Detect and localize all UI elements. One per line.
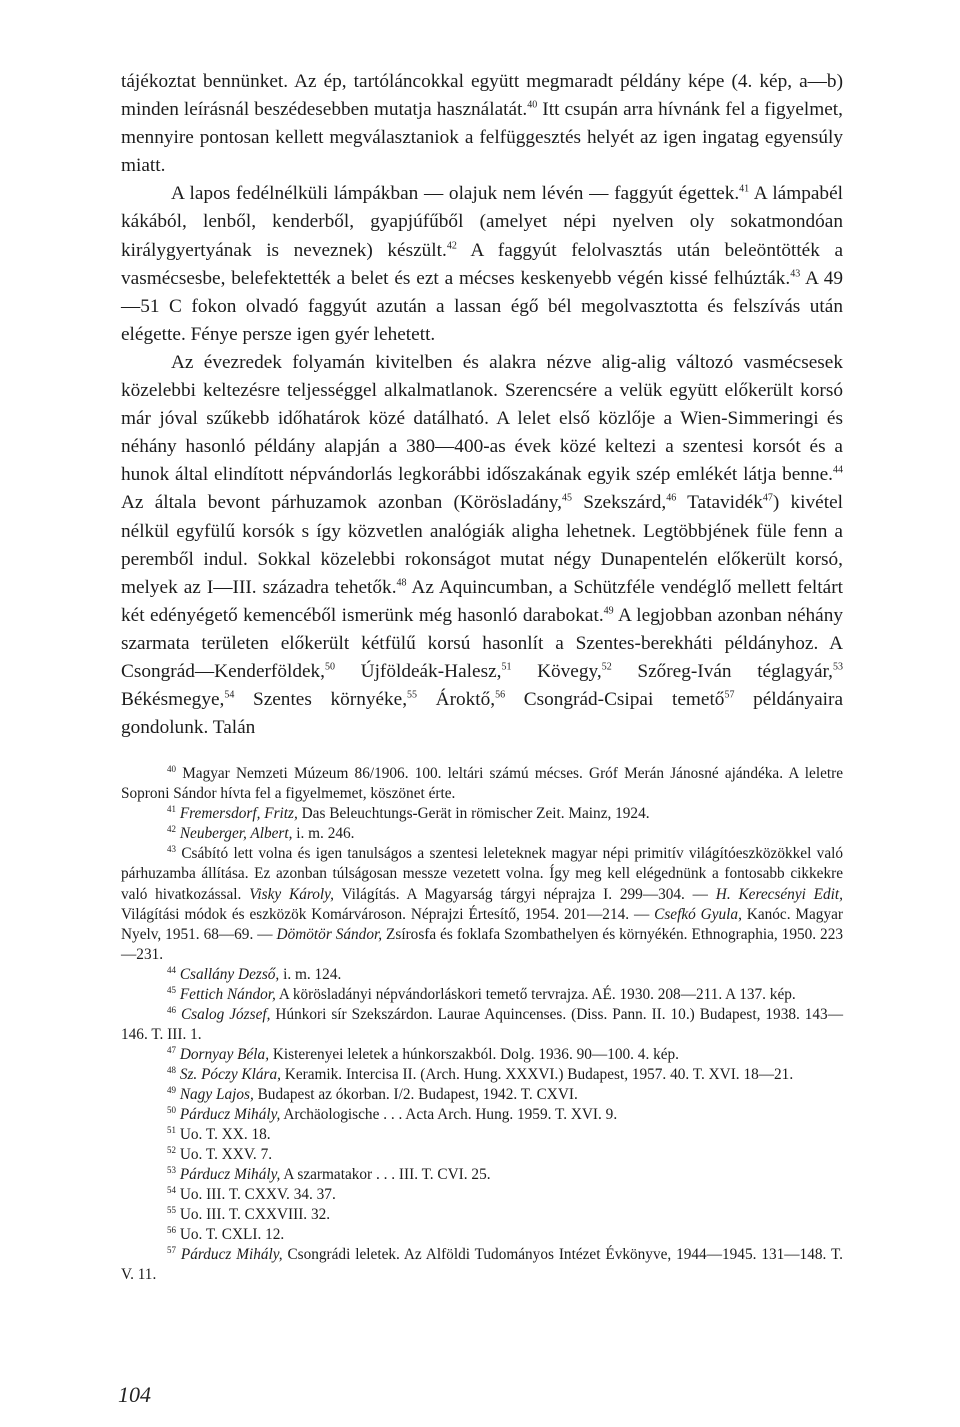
cited-author: Fettich Nándor,: [179, 985, 276, 1003]
footnote-number: 42: [167, 824, 176, 835]
cited-author: Párducz Mihály,: [179, 1106, 281, 1124]
footnote-number: 43: [167, 844, 176, 855]
text-run: A legjobban azonban néhány szarmata területen előkerült kétfülű korsú hasonlít a Szentes-berekháti példányhoz. A Csongrád—Kenderföldek,: [121, 604, 843, 682]
footnote: [121, 1085, 843, 1105]
text-run: Kövegy,: [511, 660, 602, 682]
footnote-ref: 47: [762, 492, 773, 504]
text-run: Világítás. A Magyarság tárgyi néprajza I. 299—304. —: [333, 885, 716, 903]
footnotes: [121, 764, 843, 1285]
text-run: Húnkori sír Szekszárdon. Laurae Aquincenses. (Diss. Pann. II. 10.) Budapest, 1938. 143—146. T. III. 1.: [121, 1005, 843, 1043]
cited-author: Visky Károly,: [249, 885, 334, 903]
footnote-ref: 54: [224, 689, 235, 701]
footnote-number: 49: [167, 1084, 176, 1095]
footnote: [121, 844, 843, 964]
text-run: Das Beleuchtungs-Gerät in römischer Zeit. Mainz, 1924.: [297, 805, 650, 823]
text-run: ) kivétel nélkül egyfülű korsók s így közvetlen analógiák aligha lehetnek. Legtöbbjének füle fenn a peremből indul. Sokkal közelebbi rokonságot mutat négy Dunapentelén előkerült korsó, melyek az I—III. századra tehetők.: [121, 492, 843, 598]
body-paragraph: [121, 68, 843, 180]
text-run: A 49—51 C fokon olvadó faggyút azután a lassan égő bél megolvasztotta és felszívás után elégette. Fénye persze igen gyér lehetett.: [121, 267, 843, 345]
footnote-number: 48: [167, 1064, 176, 1075]
footnote: [121, 1245, 843, 1285]
footnote-ref: 49: [603, 605, 614, 617]
text-run: Uo. T. CXLI. 12.: [179, 1226, 285, 1244]
cited-author: H. Kerecsényi Edit,: [715, 885, 843, 903]
footnote-ref: 50: [325, 661, 336, 673]
footnote: [121, 1065, 843, 1085]
text-run: Csábító lett volna és igen tanulságos a szentesi leleteknek magyar népi primitív világítóeszközökkel való párhuzamba állítása. Ez azonban túlságosan messze vezetett volna. Így meg kell elégednünk a fontosabb cikkekre való hivatkozással.: [121, 845, 844, 903]
footnote-number: 46: [167, 1004, 176, 1015]
text-run: Az évezredek folyamán kivitelben és alakra nézve alig-alig változó vasmécsesek közelebbi keltezésre teljességgel alkalmatlanok. Szerencsére a velük együtt előkerült korsó már jóval szűkebb időhatárok közé datálható. A lelet első közlője a Wien-Simmeringi és néhány hasonló példány alapján a 380—400-as évek közé keltezi a szentesi korsót és a hunok által elindított népvándorlás legkorábbi időszakának egyik szép emlékét látja benne.: [121, 351, 843, 486]
text-run: Budapest az ókorban. I/2. Budapest, 1942. T. CXVI.: [253, 1086, 578, 1103]
footnote: [121, 1125, 843, 1145]
text-run: Kanóc. Magyar Nyelv, 1951. 68—69. —: [121, 905, 843, 943]
text-run: Uo. III. T. CXXVIII. 32.: [179, 1206, 331, 1224]
footnote-number: 50: [167, 1104, 176, 1115]
text-run: példányaira gondolunk. Talán: [121, 689, 844, 739]
text-run: Zsírosfa és foklafa Szombathelyen és környékén. Ethnographia, 1950. 223—231.: [121, 925, 844, 963]
footnote-number: 44: [167, 964, 176, 975]
footnote-ref: 45: [561, 492, 572, 504]
page-content: [121, 68, 843, 1285]
footnote-ref: 57: [724, 689, 735, 701]
footnote-ref: 41: [739, 183, 750, 195]
footnote-number: 55: [167, 1205, 176, 1216]
footnote-number: 45: [167, 984, 176, 995]
text-run: i. m. 124.: [279, 965, 342, 983]
footnote: [121, 1105, 843, 1125]
text-run: A körösladányi népvándorláskori temető tervrajza. AÉ. 1930. 208—211. A 137. kép.: [275, 985, 796, 1003]
text-run: Csongrádi leletek. Az Alföldi Tudományos Intézet Évkönyve, 1944—1945. 131—148. T. V. 11.: [121, 1246, 843, 1284]
cited-author: Csalog József,: [180, 1005, 271, 1023]
text-run: Kisterenyei leletek a húnkorszakból. Dolg. 1936. 90—100. 4. kép.: [269, 1045, 680, 1063]
text-run: A lapos fedélnélküli lámpákban — olajuk nem lévén — faggyút égettek.: [171, 183, 740, 205]
main-text: [121, 68, 843, 742]
footnote-number: 40: [167, 764, 176, 775]
footnote: [121, 965, 843, 985]
text-run: tájékoztat bennünket. Az ép, tartóláncokkal együtt megmaradt példány képe (4. kép, a—b) minden leírásnál beszédesebben mutatja használatát.: [121, 71, 843, 121]
text-run: Az Aquincumban, a Schützféle vendéglő mellett feltárt két edényégető kemencéből ismerünk még hasonló darabokat.: [121, 576, 843, 626]
footnote: [121, 1005, 843, 1045]
footnote-number: 41: [167, 804, 176, 815]
cited-author: Párducz Mihály,: [179, 1166, 281, 1184]
footnote: [121, 1145, 843, 1165]
text-run: Magyar Nemzeti Múzeum 86/1906. 100. leltári számú mécses. Gróf Merán Jánosné ajándéka. A leletre Soproni Sándor hívta fel a figyelmemet, köszönet érte.: [121, 765, 843, 803]
footnote: [121, 1185, 843, 1205]
cited-author: Nagy Lajos,: [179, 1086, 254, 1103]
text-run: Csongrád-Csipai temető: [505, 689, 725, 711]
footnote: [121, 1165, 843, 1185]
footnote: [121, 1205, 843, 1225]
footnote: [121, 764, 843, 804]
cited-author: Dornyay Béla,: [179, 1045, 270, 1063]
body-paragraph: [121, 349, 843, 742]
footnote-ref: 44: [833, 464, 843, 476]
footnote-number: 54: [167, 1185, 176, 1196]
text-run: i. m. 246.: [292, 825, 355, 843]
footnote-ref: 55: [407, 689, 418, 701]
footnote: [121, 1045, 843, 1065]
text-run: Ároktő,: [417, 689, 496, 711]
footnote: [121, 824, 843, 844]
text-run: Uo. III. T. CXXV. 34. 37.: [179, 1186, 336, 1204]
footnote-ref: 46: [666, 492, 677, 504]
text-run: Szőreg-Iván téglagyár,: [611, 660, 833, 682]
cited-author: Neuberger, Albert,: [179, 825, 293, 843]
cited-author: Sz. Póczy Klára,: [179, 1065, 281, 1083]
text-run: Uo. T. XXV. 7.: [179, 1146, 273, 1164]
body-paragraph: [121, 180, 843, 349]
text-run: Az általa bevont párhuzamok azonban (Körösladány,: [121, 492, 562, 514]
footnote: [121, 1225, 843, 1245]
text-run: A faggyút felolvasztás után beleöntötték a vasmécsesbe, belefektették a belet és ezt a mécses keskenyebb végén kissé felhúzták.: [121, 239, 843, 289]
footnote-ref: 48: [396, 577, 407, 589]
text-run: Békésmegye,: [121, 689, 225, 711]
footnote-number: 51: [167, 1125, 176, 1135]
text-run: Keramik. Intercisa II. (Arch. Hung. XXXVI.) Budapest, 1957. 40. T. XVI. 18—21.: [280, 1065, 794, 1083]
footnote-ref: 56: [495, 689, 506, 701]
footnote-number: 57: [167, 1245, 176, 1256]
footnote-number: 47: [167, 1044, 176, 1055]
text-run: Tatavidék: [676, 492, 763, 514]
text-run: Archäologische . . . Acta Arch. Hung. 1959. T. XVI. 9.: [280, 1106, 618, 1124]
footnote-ref: 40: [527, 99, 538, 111]
footnote-number: 53: [167, 1165, 176, 1176]
footnote: [121, 985, 843, 1005]
text-run: Szekszárd,: [571, 492, 667, 514]
page-number: 104: [118, 1382, 151, 1407]
text-run: Újföldeák-Halesz,: [335, 660, 502, 682]
footnote-ref: 52: [601, 661, 612, 673]
text-run: Itt csupán arra hívnánk fel a figyelmet, mennyire pontosan kellett megválasztaniok a felfüggesztés helyét az igen ingatag egyensúly miatt.: [121, 99, 843, 177]
cited-author: Csefkó Gyula,: [654, 905, 742, 923]
footnote-ref: 51: [501, 661, 512, 673]
cited-author: Csallány Dezső,: [179, 965, 280, 983]
text-run: Világítási módok és eszközök Komárvároson. Néprajzi Értesítő, 1954. 201—214. —: [121, 905, 655, 923]
footnote: [121, 804, 843, 824]
footnote-number: 52: [167, 1145, 176, 1156]
text-run: A lámpabél kákából, lenből, kenderből, gyapjúfűből (amelyet népi nyelven oly sokatmondóan királygyertyának is neveznek) készült.: [121, 183, 843, 261]
text-run: Uo. T. XX. 18.: [179, 1126, 271, 1144]
footnote-ref: 53: [832, 661, 843, 673]
cited-author: Párducz Mihály,: [180, 1246, 283, 1264]
footnote-ref: 43: [790, 268, 801, 280]
text-run: Szentes környéke,: [234, 689, 408, 711]
footnote-ref: 42: [446, 240, 457, 252]
text-run: A szarmatakor . . . III. T. CVI. 25.: [280, 1166, 491, 1184]
cited-author: Dömötör Sándor,: [276, 925, 383, 943]
cited-author: Fremersdorf, Fritz,: [179, 805, 298, 823]
footnote-number: 56: [167, 1225, 176, 1236]
